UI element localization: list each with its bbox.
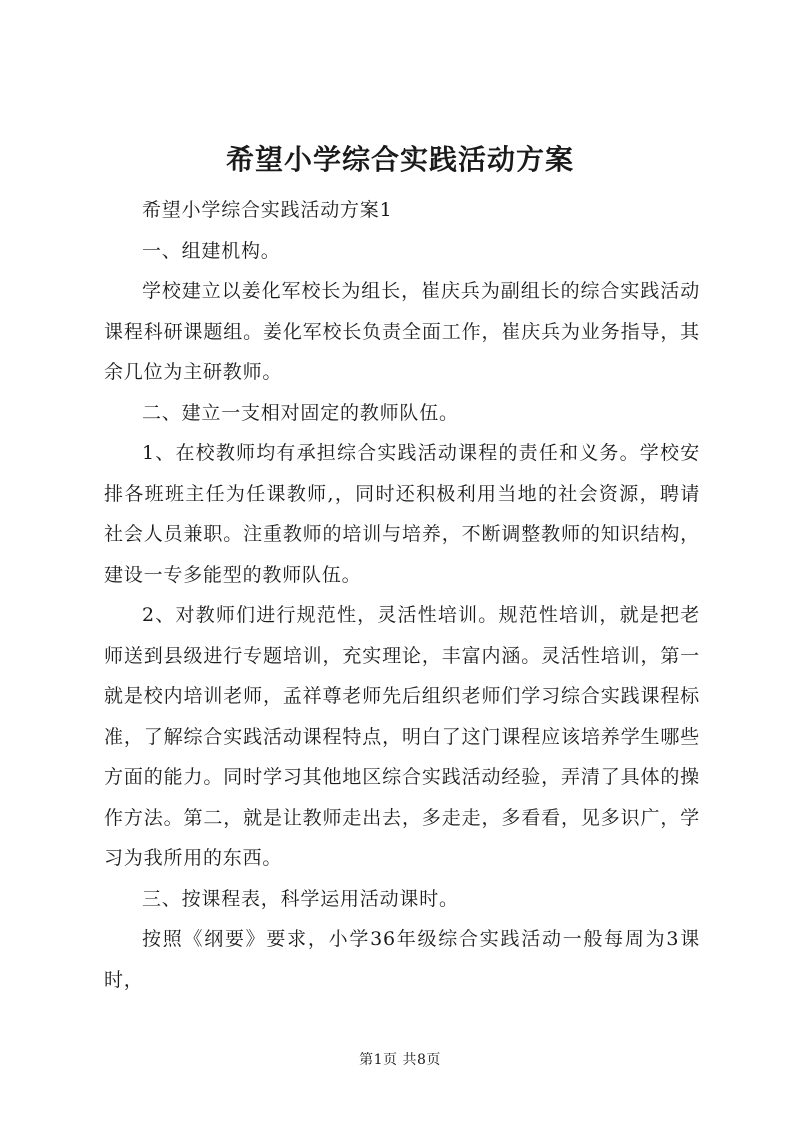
paragraph-section-1-body: 学校建立以姜化军校长为组长，崔庆兵为副组长的综合实践活动课程科研课题组。姜化军校长负责全面工作，崔庆兵为业务指导，其余几位为主研教师。 bbox=[104, 280, 700, 383]
paragraph-subtitle: 希望小学综合实践活动方案1 bbox=[142, 199, 393, 221]
document-title: 希望小学综合实践活动方案 bbox=[225, 143, 574, 176]
document-body bbox=[104, 190, 700, 1000]
paragraph-section-2-item-1: 1、在校教师均有承担综合实践活动课程的责任和义务。学校安排各班班主任为任课教师,，同时还积极利用当地的社会资源，聘请社会人员兼职。注重教师的培训与培养，不断调整教师的知识结构，建设一专多能型的教师队伍。 bbox=[104, 442, 700, 586]
paragraph-section-1-heading: 一、组建机构。 bbox=[142, 239, 281, 262]
paragraph-section-2-item-2: 2、对教师们进行规范性，灵活性培训。规范性培训，就是把老师送到县级进行专题培训，充实理论，丰富内涵。灵活性培训，第一就是校内培训老师，孟祥尊老师先后组织老师们学习综合实践课程标准，了解综合实践活动课程特点，明白了这门课程应该培养学生哪些方面的能力。同时学习其他地区综合实践活动经验，弄清了具体的操作方法。第二，就是让教师走出去，多走走，多看看，见多识广，学习为我所用的东西。 bbox=[104, 604, 700, 869]
page-footer: 第1页 共8页 bbox=[359, 1052, 441, 1068]
paragraph-section-3-body: 按照《纲要》要求，小学36年级综合实践活动一般每周为3课时， bbox=[104, 928, 700, 991]
paragraph-section-3-heading: 三、按课程表，科学运用活动课时。 bbox=[142, 887, 459, 910]
paragraph-section-2-heading: 二、建立一支相对固定的教师队伍。 bbox=[142, 401, 459, 424]
